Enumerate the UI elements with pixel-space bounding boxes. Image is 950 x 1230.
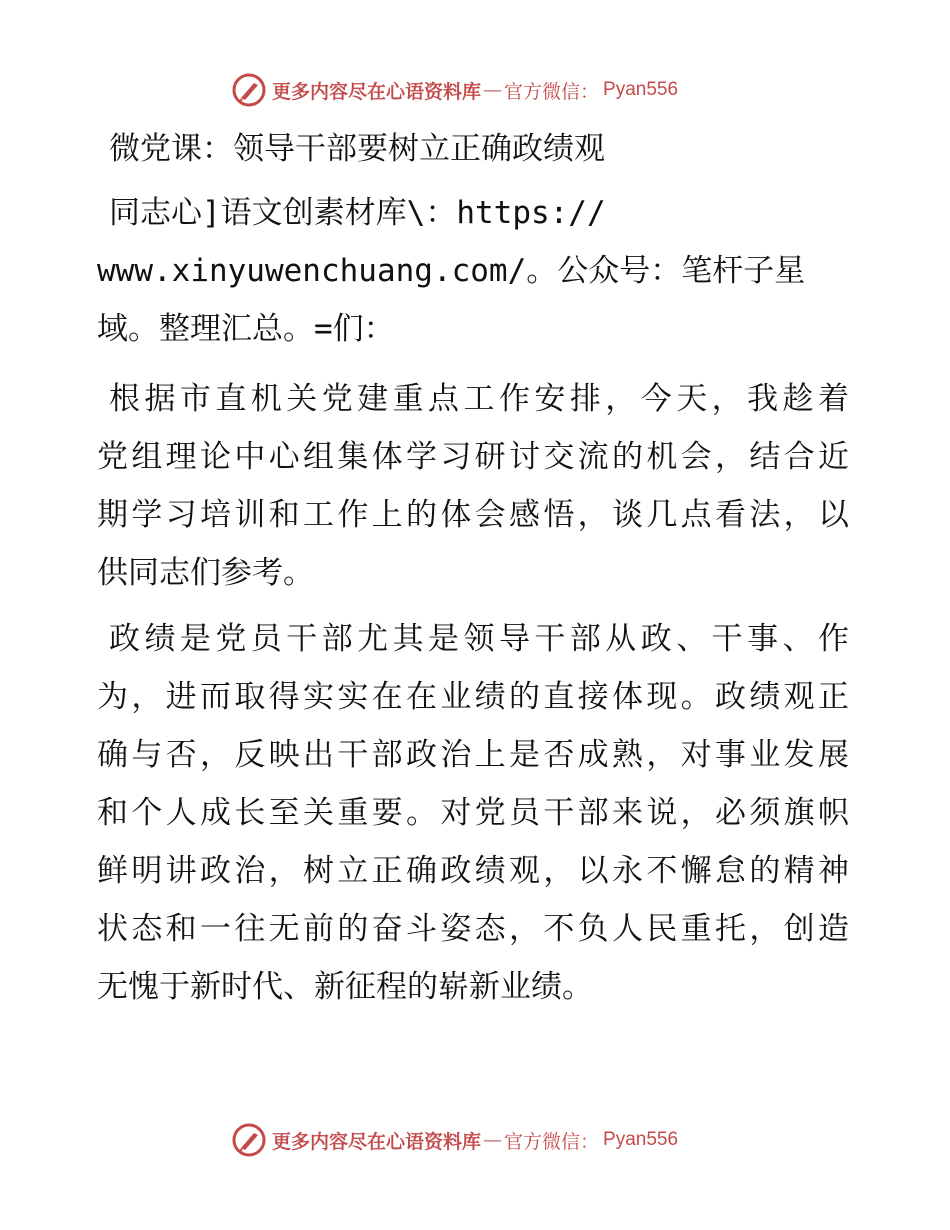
banner-wechat-label: 官方微信： — [504, 80, 600, 103]
salutation-line: www.xinyuwenchuang.com/。公众号：笔杆子星 — [97, 253, 806, 289]
banner-dash: — — [483, 1129, 503, 1151]
paragraph-line: 为，进而取得实实在在业绩的直接体现。政绩观正 — [97, 679, 849, 715]
paragraph-line: 供同志们参考。 — [97, 555, 314, 591]
salutation-paragraph — [97, 184, 849, 358]
paragraph-1 — [97, 370, 849, 602]
footer-banner — [232, 1120, 678, 1160]
paragraph-line: 期学习培训和工作上的体会感悟，谈几点看法，以 — [97, 497, 849, 533]
paragraph-line: 确与否，反映出干部政治上是否成熟，对事业发展 — [97, 737, 849, 773]
salutation-line: 域。整理汇总。=们： — [97, 311, 395, 347]
banner-wechat-label: 官方微信： — [504, 1130, 600, 1153]
paragraph-line: 根据市直机关党建重点工作安排，今天，我趁着 — [109, 381, 849, 417]
paragraph-line: 无愧于新时代、新征程的崭新业绩。 — [97, 969, 593, 1005]
quill-logo-icon — [232, 1123, 266, 1157]
salutation-line: 同志心]语文创素材库\：https:// — [109, 195, 606, 231]
paragraph-line: 状态和一往无前的奋斗姿态，不负人民重托，创造 — [97, 911, 849, 947]
banner-slogan: 更多内容尽在心语资料库 — [272, 80, 482, 103]
paragraph-line: 和个人成长至关重要。对党员干部来说，必须旗帜 — [97, 795, 849, 831]
paragraph-line: 政绩是党员干部尤其是领导干部从政、干事、作 — [109, 621, 849, 657]
document-title: 微党课：领导干部要树立正确政绩观 — [109, 131, 605, 167]
paragraph-2 — [97, 610, 849, 1016]
document-body — [97, 120, 849, 1024]
quill-logo-icon — [232, 73, 266, 107]
banner-wechat-id: Pyan556 — [603, 1129, 679, 1150]
paragraph-line: 党组理论中心组集体学习研讨交流的机会，结合近 — [97, 439, 849, 475]
header-banner — [232, 70, 678, 110]
banner-dash: — — [483, 79, 503, 101]
banner-slogan: 更多内容尽在心语资料库 — [272, 1130, 482, 1153]
banner-wechat-id: Pyan556 — [603, 79, 679, 100]
paragraph-line: 鲜明讲政治，树立正确政绩观，以永不懈怠的精神 — [97, 853, 849, 889]
